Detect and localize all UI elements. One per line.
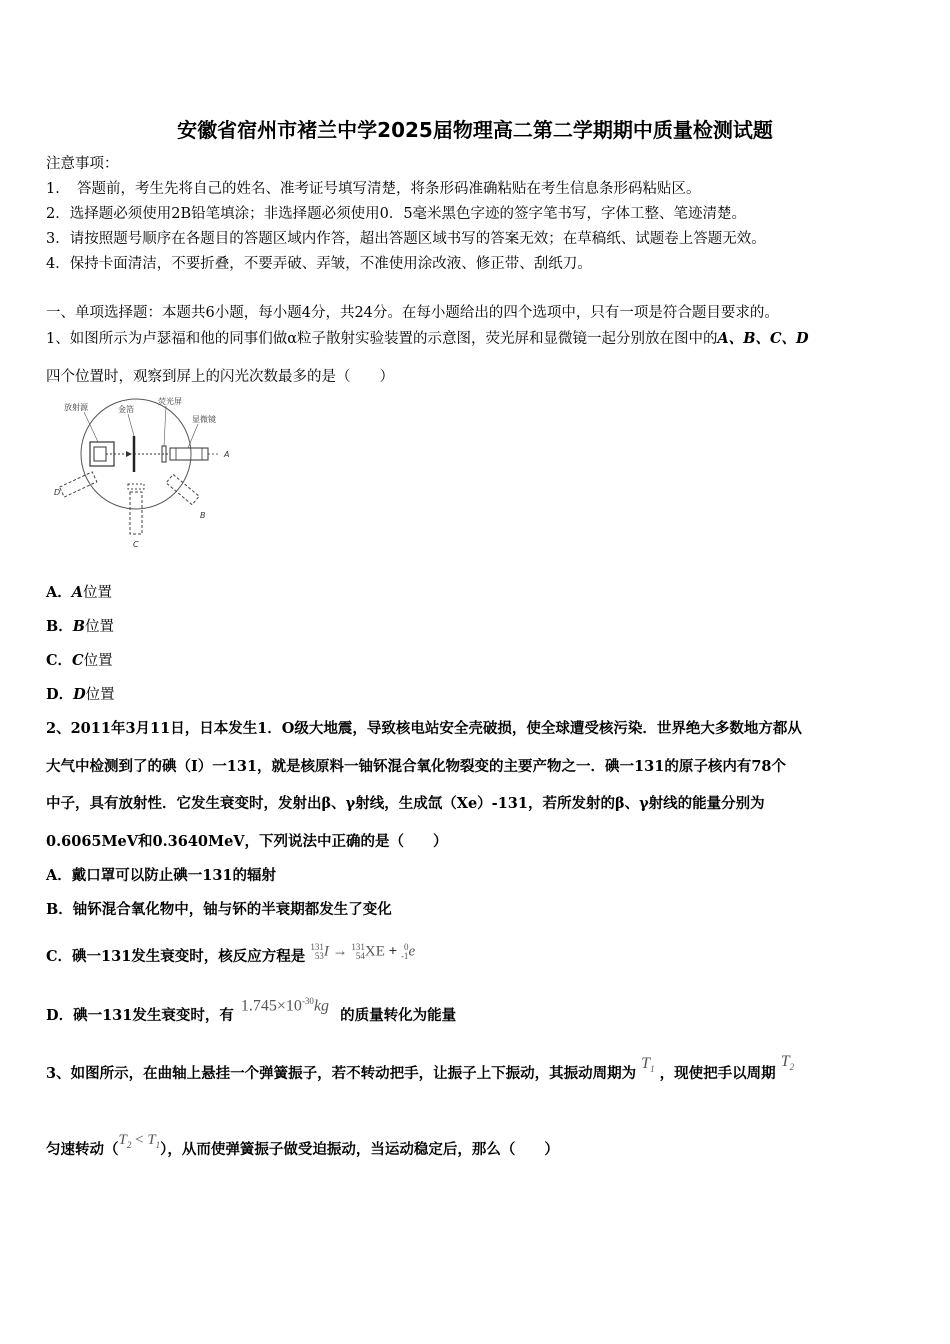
q3-line-1: 3、如图所示，在曲轴上悬挂一个弹簧振子，若不转动把手，让振子上下振动，其振动周期为 $T_1$ ，现使把手以周期 $T_2$ [46, 1053, 795, 1082]
q2-option-a[interactable]: A．戴口罩可以防止碘一131的辐射 [46, 867, 277, 884]
label-d: D [54, 488, 61, 497]
q1-option-b[interactable]: B．B位置 [46, 618, 115, 635]
q2-option-c[interactable] [46, 941, 416, 967]
alpha-scattering-figure [48, 392, 248, 552]
q1-line-2: 四个位置时，观察到屏上的闪光次数最多的是（ ） [46, 369, 394, 385]
q2-option-d-text-end: 的质量转化为能量 [340, 1007, 457, 1024]
decay-equation: 131 53I → 131 54XE + 0 -1e [310, 941, 416, 961]
label-b: B [200, 511, 206, 520]
label-foil: 金箔 [118, 405, 134, 414]
q1-option-a[interactable]: A．A位置 [46, 584, 113, 601]
microscope-d [60, 472, 97, 497]
notice-item-3: 3．请按照题号顺序在各题目的答题区域内作答，超出答题区域书写的答案无效；在草稿纸、试题卷上答题无效。 [46, 231, 766, 247]
microscope-c [130, 492, 142, 534]
notice-heading: 注意事项： [46, 156, 119, 172]
q2-option-d[interactable] [46, 995, 457, 1025]
q2-option-c-text: C．碘一131发生衰变时，核反应方程是 [46, 948, 306, 965]
q1-stem-part-1: 1、如图所示为卢瑟福和他的同事们做α粒子散射实验装置的示意图，荧光屏和显微镜一起分别放在图中的 [46, 331, 718, 347]
notice-item-2: 2．选择题必须使用2B铅笔填涂；非选择题必须使用0．5毫米黑色字迹的签字笔书写，字体工整、笔迹清楚。 [46, 206, 747, 222]
period-condition: $T_2 < T_1$ [118, 1132, 161, 1150]
microscope-b [166, 474, 199, 504]
notice-item-4: 4．保持卡面清洁，不要折叠，不要弄破、弄皱，不准使用涂改液、修正带、刮纸刀。 [46, 256, 592, 272]
q2-line-1: 2、2011年3月11日，日本发生1．O级大地震，导致核电站安全壳破损，使全球遭受核污染．世界绝大多数地方都从 [46, 720, 802, 737]
q2-option-b[interactable]: B．铀钚混合氧化物中，铀与钚的半衰期都发生了变化 [46, 901, 392, 918]
q2-line-3: 中子，具有放射性．它发生衰变时，发射出β、γ射线，生成氙（Xe）-131，若所发射的β、γ射线的能量分别为 [46, 795, 765, 812]
q1-positions: A、B、C、D [717, 330, 809, 347]
label-source: 放射源 [64, 403, 88, 412]
q1-line-1 [46, 327, 809, 348]
mass-value: $1.745\times 10^{-30}kg$ [240, 995, 330, 1014]
label-c: C [133, 540, 139, 549]
q1-option-c[interactable]: C．C位置 [46, 652, 113, 669]
q1-option-d[interactable]: D．D位置 [46, 686, 115, 703]
page-title: 安徽省宿州市褚兰中学2025届物理高二第二学期期中质量检测试题 [177, 118, 773, 142]
notice-item-1: 1． 答题前，考生先将自己的姓名、准考证号填写清楚，将条形码准确粘贴在考生信息条形码粘贴区。 [46, 181, 701, 197]
q2-option-d-text: D．碘一131发生衰变时，有 [46, 1007, 234, 1024]
period-t2: $T_2$ [780, 1053, 795, 1073]
q3-line-2: 匀速转动$(T_2 < T_1)$，从而使弹簧振子做受迫振动，当运动稳定后，那么（ ） [46, 1132, 559, 1158]
label-microscope: 显微镜 [192, 415, 216, 424]
label-a: A [224, 450, 230, 459]
period-t1: $T_1$ [641, 1055, 655, 1075]
section-heading: 一、单项选择题：本题共6小题，每小题4分，共24分。在每小题给出的四个选项中，只有一项是符合题目要求的。 [46, 305, 779, 321]
label-screen: 荧光屏 [158, 397, 182, 406]
q2-line-4: 0.6065MeV和0.3640MeV，下列说法中正确的是（ ） [46, 833, 448, 850]
q2-line-2: 大气中检测到了的碘（I）一131，就是核原料一铀钚混合氧化物裂变的主要产物之一．碘一131的原子核内有78个 [46, 758, 786, 775]
